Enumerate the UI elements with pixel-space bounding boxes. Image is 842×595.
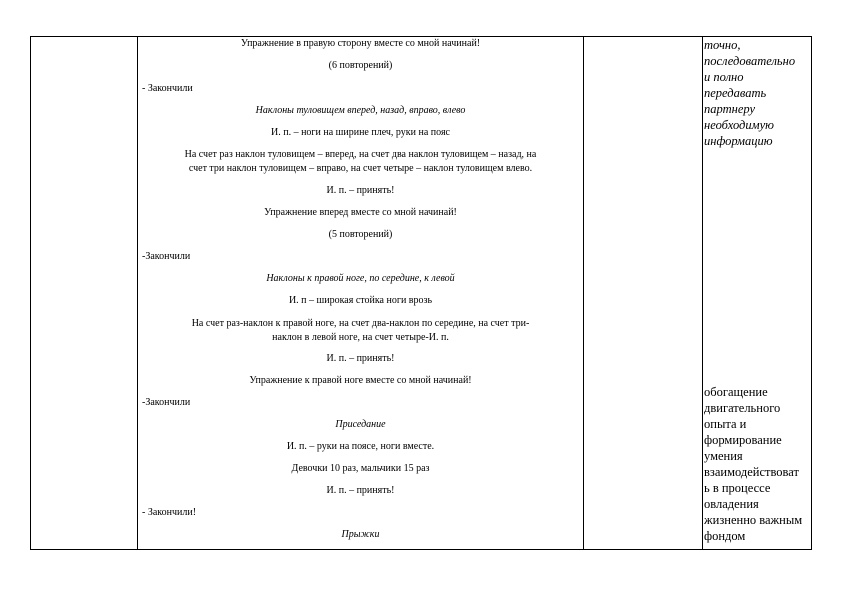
exercise-heading: Приседание	[335, 419, 386, 430]
outcome-line: взаимодействоват	[704, 465, 799, 479]
text-line: Упражнение в правую сторону вместе со мной начинай!	[240, 38, 481, 49]
column-divider	[583, 37, 584, 549]
outcome-line: овладения	[704, 497, 759, 511]
exercise-heading: Наклоны к правой ноге, по середине, к левой	[266, 273, 455, 284]
text-line: Упражнение к правой ноге вместе со мной начинай!	[249, 375, 472, 386]
outcome-line: ь в процессе	[704, 481, 771, 495]
exercise-heading: Наклоны туловищем вперед, назад, вправо, влево	[255, 105, 466, 116]
text-line: И. п. – принять!	[326, 185, 395, 196]
text-line: И. п. – принять!	[326, 353, 395, 364]
text-line: (6 повторений)	[328, 60, 393, 71]
text-line: И. п. – ноги на ширине плеч, руки на пояс	[271, 127, 450, 138]
text-line: счет три наклон туловищем – вправо, на счет четыре – наклон туловищем влево.	[188, 163, 533, 174]
text-line: На счет раз наклон туловищем – вперед, на счет два наклон туловищем – назад, на	[184, 149, 537, 160]
outcome-line: и полно	[704, 70, 744, 84]
outcome-line: обогащение	[704, 385, 768, 399]
text-line: И. п. – руки на поясе, ноги вместе.	[286, 441, 435, 452]
text-line: И. п – широкая стойка ноги врозь	[288, 295, 433, 306]
text-line: Упражнение вперед вместе со мной начинай!	[264, 207, 457, 218]
outcome-line: фондом	[704, 529, 746, 543]
outcome-line: формирование	[704, 433, 782, 447]
text-line: И. п. – принять!	[326, 485, 395, 496]
outcome-line: информацию	[704, 134, 773, 148]
outcome-line: жизненно важным	[704, 513, 803, 527]
text-line: - Закончили!	[142, 507, 197, 518]
outcome-line: последовательно	[704, 54, 796, 68]
outcome-line: необходимую	[704, 118, 774, 132]
outcome-line: двигательного	[704, 401, 781, 415]
text-line: -Закончили	[142, 251, 191, 262]
text-line: (5 повторений)	[328, 229, 393, 240]
text-line: На счет раз-наклон к правой ноге, на счет два-наклон по середине, на счет три-	[191, 318, 530, 329]
outcome-line: партнеру	[704, 102, 755, 116]
text-line: наклон в левой ноге, на счет четыре-И. п.	[272, 332, 449, 343]
exercise-description-column	[138, 37, 583, 549]
outcome-communication	[704, 37, 812, 149]
learning-outcomes-column	[703, 37, 811, 549]
outcome-line: передавать	[704, 86, 767, 100]
outcome-motor-experience	[704, 384, 812, 544]
outcome-line: опыта и	[704, 417, 747, 431]
lesson-plan-table	[30, 36, 812, 550]
outcome-line: точно,	[704, 38, 741, 52]
outcome-line: умения	[704, 449, 743, 463]
exercise-heading: Прыжки	[341, 529, 380, 540]
text-line: - Закончили	[142, 83, 193, 94]
text-line: Девочки 10 раз, мальчики 15 раз	[291, 463, 430, 474]
text-line: -Закончили	[142, 397, 191, 408]
